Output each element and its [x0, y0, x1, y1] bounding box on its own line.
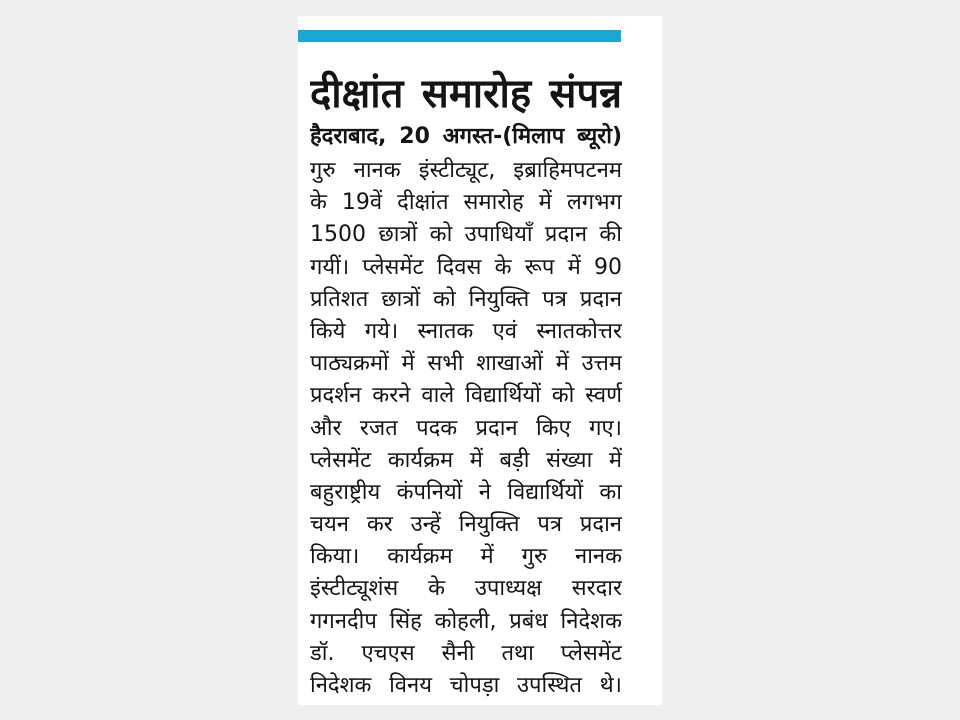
body-line: किया। कार्यक्रम में गुरु नानक — [310, 544, 622, 570]
body-line: प्रदर्शन करने वाले विद्यार्थियों को स्वर्ण — [310, 383, 622, 409]
body-line: गुरु नानक इंस्टीट्यूट, इब्राहिमपटनम — [310, 158, 622, 183]
body-line: निदेशक विनय चोपड़ा उपस्थित थे। — [310, 673, 622, 698]
body-line: गगनदीप सिंह कोहली, प्रबंध निदेशक — [310, 608, 622, 634]
article-body — [298, 155, 662, 705]
body-line: बहुराष्ट्रीय कंपनियों ने विद्यार्थियों का — [310, 479, 622, 505]
dateline: हैदराबाद, 20 अगस्त-(मिलाप ब्यूरो) — [310, 124, 622, 149]
body-line: गयीं। प्लेसमेंट दिवस के रूप में 90 — [310, 254, 622, 280]
body-line: और रजत पदक प्रदान किए गए। — [310, 415, 622, 441]
body-line: किये गये। स्नातक एवं स्नातकोत्तर — [310, 318, 622, 344]
body-line: 1500 छात्रों को उपाधियाँ प्रदान की — [310, 222, 622, 248]
body-line: प्रतिशत छात्रों को नियुक्ति पत्र प्रदान — [310, 286, 622, 312]
body-line: इंस्टीट्यूशंस के उपाध्यक्ष सरदार — [310, 576, 622, 602]
body-line: चयन कर उन्हें नियुक्ति पत्र प्रदान — [310, 512, 622, 538]
headline: दीक्षांत समारोह संपन्न — [310, 71, 622, 117]
body-line: के 19वें दीक्षांत समारोह में लगभग — [310, 190, 622, 216]
body-line: डॉ. एचएस सैनी तथा प्लेसमेंट — [310, 640, 622, 666]
body-line: पाठ्यक्रमों में सभी शाखाओं में उत्तम — [310, 351, 622, 377]
newspaper-clipping — [298, 16, 662, 705]
body-line: प्लेसमेंट कार्यक्रम में बड़ी संख्या में — [310, 447, 622, 473]
accent-bar — [298, 30, 621, 42]
